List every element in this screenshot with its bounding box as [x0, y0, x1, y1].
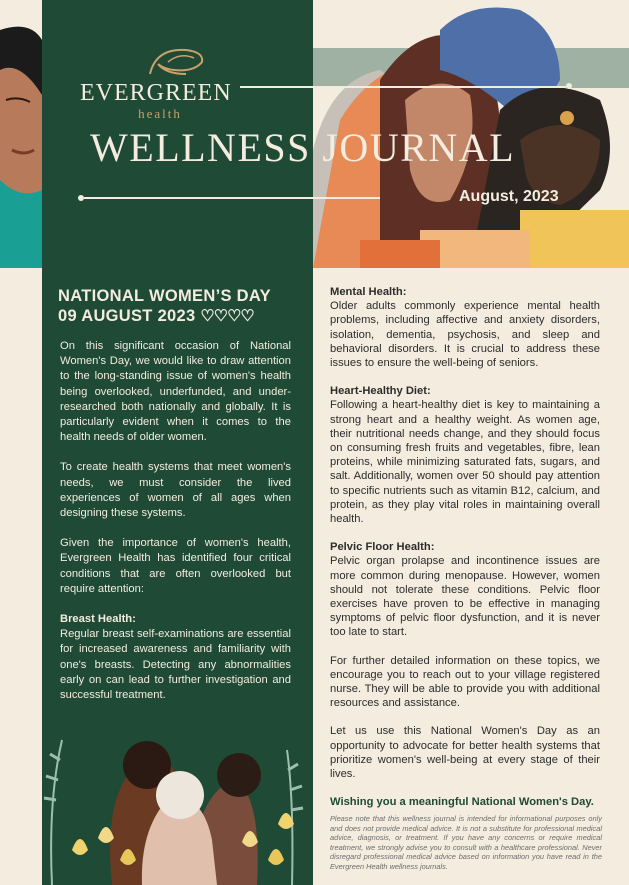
further-info-paragraph: For further detailed information on these topics, we encourage you to reach out to your village registered nurse. They will be able to provide you with additional resources and assistance.	[330, 654, 600, 710]
pelvic-health-heading: Pelvic Floor Health:	[330, 541, 435, 554]
health-systems-paragraph: To create health systems that meet women's needs, we must consider the lived experiences of women of all ages when designing these systems.	[60, 461, 291, 520]
brand-subtitle: health	[138, 106, 182, 121]
event-heading	[58, 286, 308, 327]
title-rule-bottom	[84, 197, 380, 199]
bottom-illustration	[42, 720, 313, 885]
heart-diet-heading: Heart-Healthy Diet:	[330, 385, 431, 398]
event-title: NATIONAL WOMEN’S DAY	[58, 287, 271, 305]
left-body	[60, 339, 291, 718]
breast-health-heading: Breast Health:	[60, 613, 136, 626]
event-date-line	[58, 306, 308, 327]
evergreen-logo	[80, 44, 240, 121]
conditions-paragraph: Given the importance of women's health, Evergreen Health has identified four critical conditions that are often overlooked but require attention:	[60, 537, 291, 595]
pelvic-health-body: Pelvic organ prolapse and incontinence issues are more common during menopause. However, women should not tolerate these conditions. Pelvic floor exercises have proven to be effective in managing symptoms of pelvic floor dysfunction, and it is never too late to start.	[330, 555, 600, 639]
closing-wish: Wishing you a meaningful National Women's Day.	[330, 796, 594, 809]
right-body	[330, 285, 600, 810]
hearts-icon: ♡♡♡♡	[200, 308, 254, 325]
leaf-logo-icon	[146, 44, 206, 80]
breast-health-body: Regular breast self-examinations are essential for increased awareness and familiarity with one's breasts. Detecting any abnormalities early on can lead to further investigation and successful treatment.	[60, 628, 291, 702]
title-rule-top	[240, 86, 566, 88]
journal-title: WELLNESS JOURNAL	[90, 125, 516, 170]
advocate-paragraph: Let us use this National Women's Day as an opportunity to advocate for better health systems that prioritize women's well-being at every stage of their lives.	[330, 725, 600, 781]
mental-health-heading: Mental Health:	[330, 286, 407, 298]
intro-paragraph: On this significant occasion of National Women's Day, we would like to draw attention to the long-standing issue of women's health being overlooked, underfunded, and under-researched both nationally and globally. It is particularly evident when it comes to the health needs of older women.	[60, 340, 291, 444]
disclaimer: Please note that this wellness journal is intended for informational purposes only and does not provide medical advice. It is not a substitute for professional medical advice, diagnosis, or treatment. If you have any concerns or require medical treatment, we strongly advise you to consult with a healthcare professional. Never disregard professional medical advice based on information you have read in the Evergreen Health wellness journals.	[330, 814, 602, 871]
issue-date: August, 2023	[459, 188, 559, 205]
heart-diet-body: Following a heart-healthy diet is key to maintaining a strong heart and a healthy weight. As women age, their nutritional needs change, and they should focus on consuming fresh fruits and vegetables, fibre, lean proteins, while minimizing saturated fats, sugars, and salt. Additionally, women over 50 should pay attention to specific nutrients such as vitamin B12, calcium, and protein, as they play vital roles in maintaining overall health.	[330, 399, 600, 526]
event-date: 09 AUGUST 2023	[58, 307, 196, 325]
rule-dot-top	[566, 83, 572, 89]
brand-name: EVERGREEN	[80, 80, 232, 106]
mental-health-body: Older adults commonly experience mental health problems, including affective and anxiety disorders, isolation, dementia, psychosis, and sleep and behavioral disorders. It is crucial to address these issues to ensure the well-being of seniors.	[330, 300, 600, 370]
women-flowers-illustration	[42, 720, 313, 885]
